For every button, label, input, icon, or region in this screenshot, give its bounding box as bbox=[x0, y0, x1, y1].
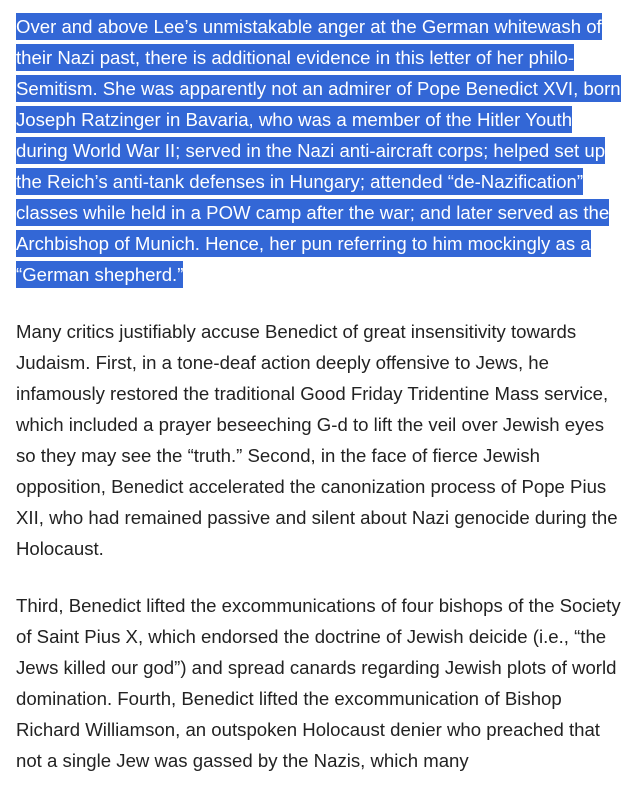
article-paragraph-2[interactable]: Many critics justifiably accuse Benedict of great insensitivity towards Judaism. First, in a tone-deaf action deeply offensive to Jews, he infamously restored the traditional Good Friday Tridentine Mass service, which included a prayer beseeching G-d to lift the veil over Jewish eyes so they may see the “truth.” Second, in the face of fierce Jewish opposition, Benedict accelerated the canonization process of Pope Pius XII, who had remained passive and silent about Nazi genocide during the Holocaust. bbox=[16, 321, 618, 559]
selected-text[interactable]: Over and above Lee’s unmistakable anger at the German whitewash of their Nazi past, there is additional evidence in this letter of her philo-Semitism. She was apparently not an admirer of Pope Benedict XVI, born Joseph Ratzinger in Bavaria, who was a member of the Hitler Youth during World War II; served in the Nazi anti-aircraft corps; helped set up the Reich’s anti-tank defenses in Hungary; attended “de-Nazification” classes while held in a POW camp after the war; and later served as the Archbishop of Munich. Hence, her pun referring to him mockingly as a “German shepherd.” bbox=[16, 13, 621, 288]
article-paragraph-1[interactable] bbox=[16, 11, 628, 290]
article-body bbox=[16, 11, 628, 802]
article-paragraph-3[interactable]: Third, Benedict lifted the excommunications of four bishops of the Society of Saint Pius X, which endorsed the doctrine of Jewish deicide (i.e., “the Jews killed our god”) and spread canards regarding Jewish plots of world domination. Fourth, Benedict lifted the excommunication of Bishop Richard Williamson, an outspoken Holocaust denier who preached that not a single Jew was gassed by the Nazis, which many bbox=[16, 595, 621, 771]
